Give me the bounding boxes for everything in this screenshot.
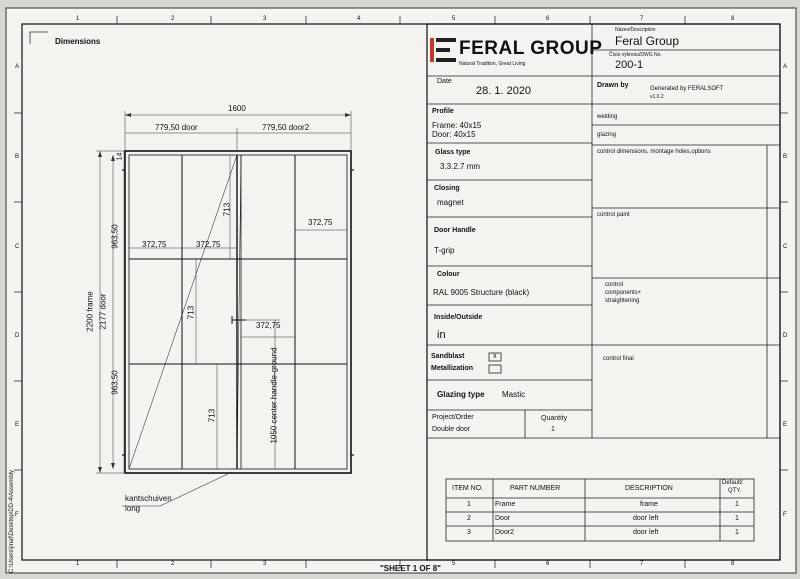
zone-row-e: E: [15, 422, 20, 428]
note-line-1: kantschuiven: [125, 494, 172, 503]
dim-handle-height: 1050 center handle-ground: [269, 347, 279, 444]
date-value: 28. 1. 2020: [476, 85, 532, 97]
dim-pane-width-1: 372,75: [142, 240, 167, 249]
check-glazing: glazing: [597, 132, 617, 138]
zone-row-c-right: C: [783, 244, 788, 250]
zone-col-6-bottom: 6: [546, 561, 550, 567]
company-name: FERAL GROUP: [459, 38, 603, 59]
sheet-footer-label: "SHEET 1 OF 8": [380, 564, 441, 573]
bom-header-part: PART NUMBER: [510, 485, 561, 492]
zone-row-f-right: F: [783, 512, 787, 518]
closing-value: magnet: [437, 198, 464, 207]
metallization-checkbox[interactable]: [489, 365, 501, 373]
sandblast-checkbox[interactable]: x: [493, 353, 497, 360]
colour-label: Colour: [437, 271, 460, 278]
dim-pane-width-2: 372,75: [196, 240, 221, 249]
zone-col-2: 2: [171, 16, 175, 22]
dim-pane-width-4: 372,75: [256, 321, 281, 330]
zone-col-5: 5: [452, 16, 456, 22]
zone-row-d: D: [15, 333, 20, 339]
bom-header-qty: QTY.: [728, 488, 742, 494]
zone-col-7: 7: [640, 16, 644, 22]
bom-part: Door: [495, 515, 511, 522]
zone-col-4: 4: [357, 16, 361, 22]
profile-frame: Frame: 40x15: [432, 121, 482, 130]
bom-item: 1: [467, 501, 471, 508]
check-control-dimensions: control dimensions, montage holes,options: [597, 149, 711, 155]
bom-desc: frame: [640, 501, 658, 508]
zone-col-5-bottom: 5: [452, 561, 456, 567]
quantity-label: Quantity: [541, 415, 568, 422]
project-value: Double door: [432, 426, 471, 433]
bom-header-description: DESCRIPTION: [625, 485, 673, 492]
dim-pane-height-1: 713: [222, 202, 232, 217]
colour-value: RAL 9005 Structure (black): [433, 288, 530, 297]
bom-desc: door left: [633, 515, 659, 522]
zone-col-1: 1: [76, 16, 80, 22]
glazing-value: Mastic: [502, 390, 526, 399]
zone-row-b-right: B: [783, 154, 788, 160]
zone-col-3: 3: [263, 16, 267, 22]
bom-part: Door2: [495, 529, 515, 536]
dim-pane-height-3: 713: [207, 408, 217, 423]
bom-qty: 1: [735, 529, 739, 536]
view-label: Dimensions: [55, 37, 101, 46]
glass-value: 3.3.2.7 mm: [440, 162, 481, 171]
dwg-value: 200-1: [615, 59, 644, 71]
check-control-components-1: control: [605, 282, 624, 288]
glass-label: Glass type: [435, 149, 471, 156]
zone-col-8-bottom: 8: [731, 561, 735, 567]
bom-item: 2: [467, 515, 471, 522]
project-label: Project/Order: [432, 414, 474, 421]
dim-door-width: 779,50 door: [155, 123, 198, 132]
zone-row-d-right: D: [783, 333, 788, 339]
bom-header-default: Default/: [722, 480, 743, 486]
description-label: Název/Description: [615, 27, 656, 33]
company-tagline: Natural Tradition, Great Living: [459, 61, 526, 67]
note-line-2: long: [125, 504, 141, 513]
zone-col-6: 6: [546, 16, 550, 22]
zone-row-c: C: [15, 244, 20, 250]
bom-header-item: ITEM NO.: [452, 485, 484, 492]
dim-door-height: 2177 door: [98, 293, 108, 330]
dim-lower-section: 963,50: [110, 370, 120, 395]
check-control-final: control final: [603, 356, 634, 362]
zone-col-8: 8: [731, 16, 735, 22]
metallization-label: Metallization: [431, 365, 474, 372]
zone-row-e-right: E: [783, 422, 788, 428]
dim-top-gap: 14: [116, 152, 124, 161]
drawn-label: Drawn by: [597, 82, 629, 89]
dim-upper-section: 963,50: [110, 224, 120, 249]
zone-col-1-bottom: 1: [76, 561, 80, 567]
dim-total-width: 1600: [228, 104, 246, 113]
check-welding: welding: [597, 114, 618, 120]
zone-row-f: F: [15, 512, 19, 518]
check-control-paint: control paint: [597, 212, 630, 218]
bom-desc: door left: [633, 529, 659, 536]
inout-label: Inside/Outside: [434, 314, 483, 321]
glazing-label: Glazing type: [437, 390, 485, 399]
drawn-version: v1.0.2: [650, 94, 664, 100]
zone-col-2-bottom: 2: [171, 561, 175, 567]
file-path: C:\Users\jinaf\Desktop\DD-4\Assembly: [9, 469, 15, 573]
dim-pane-height-2: 713: [186, 305, 196, 320]
closing-label: Closing: [434, 185, 460, 192]
zone-row-b: B: [15, 154, 20, 160]
check-control-components-2: components+: [605, 290, 642, 296]
bom-item: 3: [467, 529, 471, 536]
check-control-components-3: straightening: [605, 298, 640, 304]
zone-col-7-bottom: 7: [640, 561, 644, 567]
dim-pane-width-3: 372,75: [308, 218, 333, 227]
profile-door: Door: 40x15: [432, 130, 476, 139]
bom-qty: 1: [735, 515, 739, 522]
zone-row-a: A: [15, 64, 20, 70]
dwg-label: Číslo výkresu/DWG No.: [609, 52, 662, 58]
inout-value: in: [437, 329, 446, 341]
drawn-value: Generated by FERALSOFT: [650, 86, 724, 92]
bom-qty: 1: [735, 501, 739, 508]
zone-row-a-right: A: [783, 64, 788, 70]
quantity-value: 1: [551, 426, 555, 433]
zone-col-3-bottom: 3: [263, 561, 267, 567]
handle-value: T-grip: [434, 246, 455, 255]
handle-label: Door Handle: [434, 227, 476, 234]
sandblast-label: Sandblast: [431, 353, 465, 360]
profile-label: Profile: [432, 108, 454, 115]
dim-frame-height: 2200 frame: [85, 291, 95, 332]
description-value: Feral Group: [615, 34, 680, 48]
bom-part: Frame: [495, 501, 516, 508]
dim-door2-width: 779,50 door2: [262, 123, 310, 132]
date-label: Date: [437, 78, 452, 85]
